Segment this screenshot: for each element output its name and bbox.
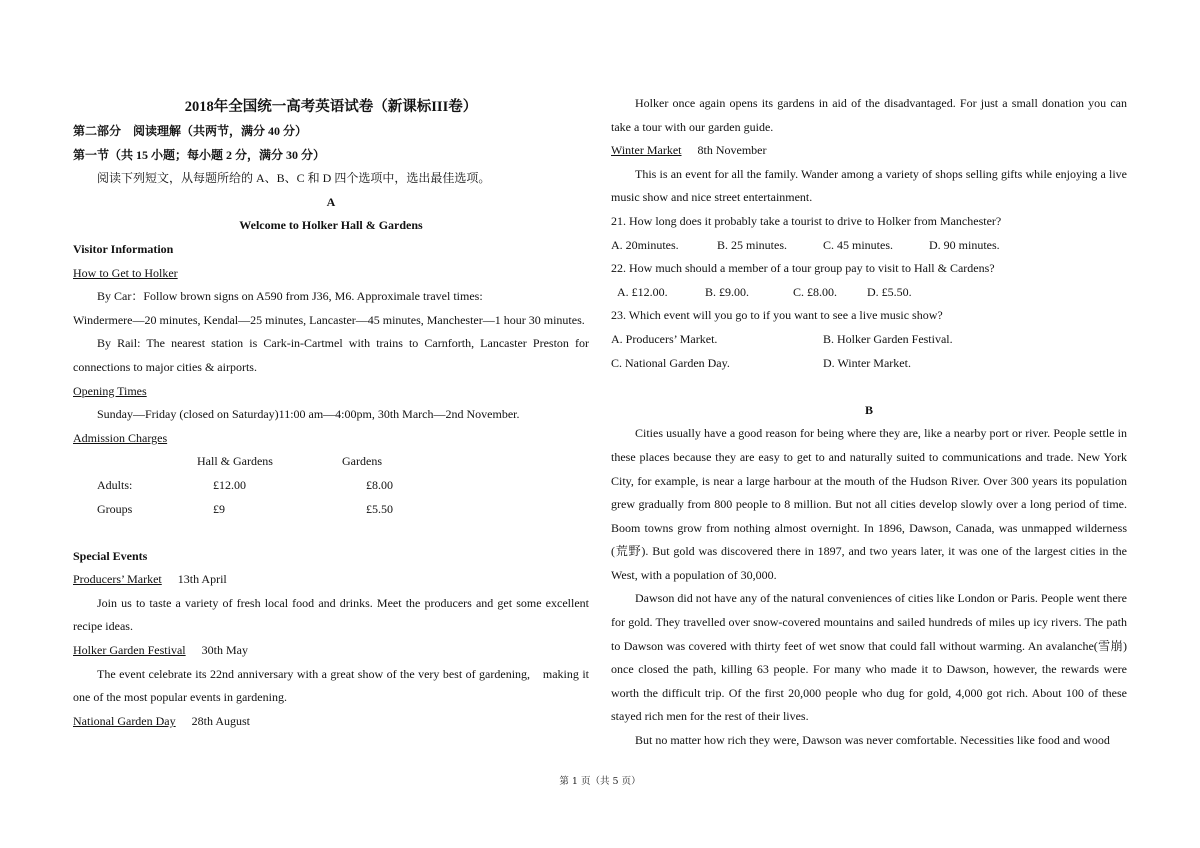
event-name: Producers’ Market [73, 572, 162, 587]
event-name: Winter Market [611, 143, 682, 158]
event-date: 28th August [191, 713, 250, 728]
passage-a-heading: Welcome to Holker Hall & Gardens [239, 218, 423, 233]
special-events-heading: Special Events [73, 548, 148, 563]
table-header-cell: Gardens [342, 454, 382, 469]
option: C. National Garden Day. [611, 355, 730, 370]
option: A. 20minutes. [611, 237, 679, 252]
event-description: Join us to taste a variety of fresh local food and drinks. Meet the producers and get some excellent recipe ideas. [73, 595, 589, 634]
table-cell-gardens: £8.00 [366, 477, 393, 492]
page-title: 2018年全国统一高考英语试卷（新课标III卷） [184, 99, 478, 115]
option: C. £8.00. [793, 284, 838, 299]
option: B. £9.00. [705, 284, 750, 299]
table-header-cell: Hall & Gardens [197, 454, 273, 469]
option: B. Holker Garden Festival. [823, 331, 953, 346]
table-row [73, 474, 589, 498]
event-date: 30th May [201, 643, 248, 658]
option: D. £5.50. [867, 284, 912, 299]
part-heading: 第二部分 阅读理解（共两节，满分 40 分） [73, 124, 308, 138]
admission-heading: Admission Charges [73, 430, 168, 445]
event-date: 13th April [177, 572, 227, 587]
option: D. Winter Market. [823, 355, 911, 370]
table-cell-gardens: £5.50 [366, 501, 393, 516]
option: D. 90 minutes. [929, 237, 1000, 252]
opening-times-heading: Opening Times [73, 383, 147, 398]
event-description: Holker once again opens its gardens in aid of the disadvantaged. For just a small donation you can take a tour with our garden guide. [611, 96, 1127, 134]
section-heading: 第一节（共 15 小题；每小题 2 分，满分 30 分） [73, 147, 326, 162]
instruction: 阅读下列短文，从每题所给的 A、B、C 和 D 四个选项中，选出最佳选项。 [97, 171, 491, 186]
event-title-row [611, 139, 1127, 163]
event-description: The event celebrate its 22nd anniversary with a great show of the very best of gardening, making it one of the most popular events in gardening. [73, 666, 589, 705]
event-name: Holker Garden Festival [73, 643, 186, 658]
admission-table-header [73, 450, 589, 474]
event-title-row [73, 639, 589, 663]
table-cell-label: Adults: [97, 477, 133, 492]
event-name: National Garden Day [73, 713, 176, 728]
event-description: This is an event for all the family. Wander among a variety of shops selling gifts while enjoying a live music show and nice street entertainment. [611, 166, 1127, 205]
table-cell-hall: £12.00 [213, 477, 246, 492]
event-date: 8th November [697, 143, 767, 158]
question-21-options [611, 234, 1127, 258]
table-cell-hall: £9 [213, 501, 225, 516]
table-header-cell [73, 450, 197, 474]
visitor-info-heading: Visitor Information [73, 241, 174, 256]
table-row [73, 498, 589, 522]
option: A. £12.00. [617, 284, 668, 299]
travel-times-text: Windermere—20 minutes, Kendal—25 minutes, Lancaster—45 minutes, Manchester—1 hour 30 minutes. [73, 312, 585, 327]
question-21: 21. How long does it probably take a tourist to drive to Holker from Manchester? [611, 213, 1002, 228]
by-car-text: By Car：Follow brown signs on A590 from J36, M6. Approximale travel times: [97, 289, 483, 304]
passage-a-label: A [326, 194, 336, 209]
left-column [73, 92, 589, 733]
question-22: 22. How much should a member of a tour group pay to visit to Hall & Cardens? [611, 261, 995, 276]
table-cell-label: Groups [97, 501, 133, 516]
passage-b-label: B [864, 402, 873, 417]
question-22-options [611, 281, 1127, 305]
how-to-get-heading: How to Get to Holker [73, 265, 178, 280]
opening-times-text: Sunday—Friday (closed on Saturday)11:00 am—4:00pm, 30th March—2nd November. [97, 407, 520, 422]
right-column [611, 92, 1127, 753]
question-23-options-row1 [611, 328, 1127, 352]
option: C. 45 minutes. [823, 237, 894, 252]
page-footer: 第 1 页（共 5 页） [559, 776, 641, 787]
passage-b-paragraph: But no matter how rich they were, Dawson was never comfortable. Necessities like food and wood [635, 733, 1110, 748]
by-rail-text: By Rail: The nearest station is Cark-in-Cartmel with trains to Carnforth, Lancaster Preston for connections to major cities & airports. [73, 336, 589, 374]
option: B. 25 minutes. [717, 237, 788, 252]
passage-b-paragraph: Cities usually have a good reason for being where they are, like a nearby port or river. People settle in these places because they are easy to get to and naturally suited to communications and trade. New York City, for example, is near a large harbour at the mouth of the Hudson River. Over 300 years its population grew gradually from 800 people to 8 million. But not all cities develop slowly over a long period of time. Boom towns grow from nothing almost overnight. In 1896, Dawson, Canada, was unmapped wilderness (荒野). But gold was discovered there in 1897, and two years later, it was one of the largest cities in the West, with a population of 30,000. [611, 426, 1127, 582]
question-23: 23. Which event will you go to if you want to see a live music show? [611, 308, 943, 323]
event-title-row [73, 568, 589, 592]
event-title-row [73, 710, 589, 734]
question-23-options-row2 [611, 352, 1127, 376]
option: A. Producers’ Market. [611, 331, 718, 346]
passage-b-paragraph: Dawson did not have any of the natural conveniences of cities like London or Paris. People went there for gold. They travelled over snow-covered mountains and sailed hundreds of miles up icy rivers. The path to Dawson was covered with thirty feet of wet snow that could fall without warming. An avalanche(雪崩) once closed the path, killing 63 people. For many who made it to Dawson, however, the rewards were worth the difficult trip. Of the first 20,000 people who dug for gold, 4,000 got rich. About 100 of these stayed rich men for the rest of their lives. [611, 591, 1127, 724]
